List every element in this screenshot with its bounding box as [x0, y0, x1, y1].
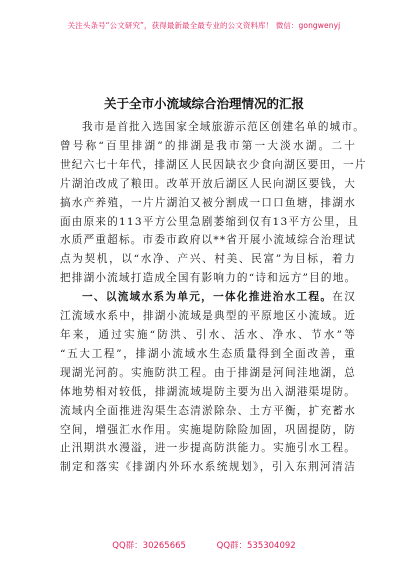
- body-line: 流域内全面推进沟渠生态清淤除杂、土方平衡，扩充蓄水: [60, 404, 356, 417]
- body-line: 制定和落实《排湖内外环水系统规划》，引入东荆河清洁: [60, 461, 356, 474]
- body-line: 搞水产养殖，一片片湖泊又被分割成一口口鱼塘，排湖水: [60, 196, 356, 209]
- body-line: 曾号称“百里排湖”的排湖是我市第一大淡水湖。二十: [60, 139, 356, 152]
- body-line: 我市是首批入选国家全域旅游示范区创建名单的城市。: [82, 121, 366, 133]
- section-heading: 一、以流域水系为单元，一体化推进治水工程。: [82, 291, 333, 304]
- section-heading-line: [60, 288, 356, 307]
- body-line: 世纪六七十年代，排湖区人民因缺衣少食向湖区要田，一片: [60, 158, 367, 171]
- body-line: 片湖泊改成了粮田。改革开放后湖区人民向湖区要钱，大: [60, 177, 356, 190]
- body-line: 止汛期洪水漫溢，进一步提高防洪能力。实施引水工程。: [60, 442, 356, 455]
- body-line: 年来，通过实施“防洪、引水、活水、净水、节水”等: [60, 328, 356, 341]
- body-line: 把排湖小流域打造成全国有影响力的“诗和远方”目的地。: [60, 272, 357, 285]
- footer-qq-group-1: QQ群：30265665: [112, 541, 186, 551]
- header-notice: 关注头条号“公文研究”，获得最新最全最专业的公文资料库！ 微信：gongwenyj: [67, 21, 341, 30]
- body-line: “五大工程”，排湖小流域水生态质量得到全面改善，重: [60, 347, 356, 360]
- document-body: [60, 118, 367, 477]
- footer-qq-group-2: QQ群：535304092: [216, 541, 296, 551]
- body-line: 面由原来的113平方公里急剧萎缩到仅有13平方公里，且: [60, 215, 360, 228]
- body-line: 体地势相对较低，排湖流域堤防主要为出入湖港渠堤防。: [60, 385, 356, 398]
- footer: [0, 539, 408, 551]
- body-line: 水质严重超标。市委市政府以**省开展小流域综合治理试: [60, 234, 357, 247]
- section-heading-tail: 在汉: [332, 291, 356, 304]
- body-line: 空间，增强汇水作用。实施堤防除险加固，巩固提防，防: [60, 423, 356, 436]
- body-line: 现湖光河韵。实施防洪工程。由于排湖是河间洼地湖，总: [60, 366, 356, 379]
- document-title: 关于全市小流域综合治理情况的汇报: [103, 96, 304, 111]
- body-line: 江流域水系中，排湖小流域是典型的平原地区小流域。近: [60, 310, 356, 323]
- body-line: 点为契机，以“水净、产兴、村美、民富”为目标，着力: [60, 253, 356, 266]
